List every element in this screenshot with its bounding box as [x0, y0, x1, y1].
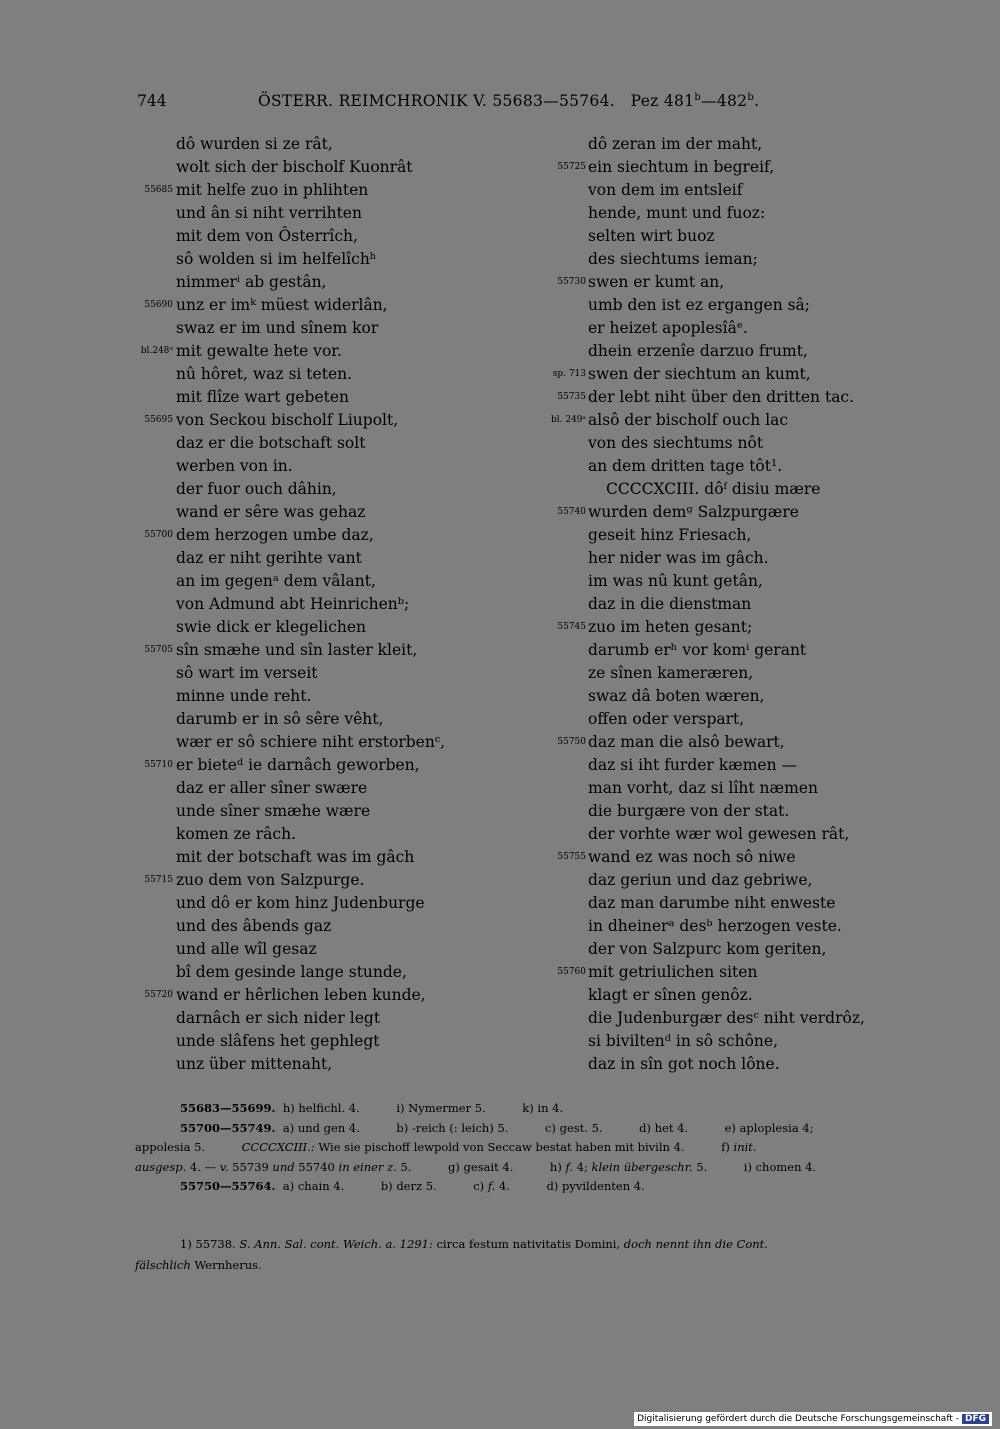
verse-text: umb den ist ez ergangen sâ; — [588, 296, 811, 314]
verse-text: daz geriun und daz gebriwe, — [588, 871, 813, 889]
verse-line — [548, 179, 918, 202]
verse-line — [548, 225, 918, 248]
verse-line — [135, 455, 530, 478]
verse-line — [548, 731, 918, 754]
critical-apparatus — [135, 1099, 935, 1197]
line-marker: 55715 — [144, 875, 173, 885]
verse-text: werben von in. — [176, 457, 293, 475]
verse-line — [135, 639, 530, 662]
verse-text: dô zeran im der maht, — [588, 135, 763, 153]
verse-line — [135, 823, 530, 846]
running-title — [258, 92, 759, 110]
footnote-text: 1) 55738. — [180, 1237, 240, 1251]
verse-line — [135, 386, 530, 409]
apparatus-text: 5. g) gesait 4. h) — [396, 1159, 566, 1174]
verse-line — [548, 455, 918, 478]
verse-line — [135, 570, 530, 593]
verse-text: zuo im heten gesant; — [588, 618, 753, 636]
verse-text: wurden demᵍ Salzpurgære — [588, 503, 799, 521]
line-marker: 55685 — [144, 185, 173, 195]
title-text: ÖSTERR. REIMCHRONIK V. 55683—55764. — [258, 92, 615, 111]
verse-text: swie dick er klegelichen — [176, 618, 367, 636]
verse-line — [548, 616, 918, 639]
verse-line — [135, 432, 530, 455]
verse-text: wolt sich der bischolf Kuonrât — [176, 158, 413, 176]
verse-text: unz über mittenaht, — [176, 1055, 333, 1073]
verse-line — [135, 340, 530, 363]
verse-text: und dô er kom hinz Judenburge — [176, 894, 425, 912]
verse-line — [135, 248, 530, 271]
verse-text: unde slâfens het gephlegt — [176, 1032, 380, 1050]
verse-line — [548, 432, 918, 455]
verse-line — [548, 386, 918, 409]
footnote-italic: doch nennt ihn die Cont. — [623, 1237, 768, 1251]
verse-text: der lebt niht über den dritten tac. — [588, 388, 855, 406]
verse-line — [548, 708, 918, 731]
verse-text: sô wolden si im helfelîchʰ — [176, 250, 377, 268]
line-marker: bl.248ᵈ — [140, 346, 173, 356]
apparatus-text: 5. i) chomen 4. — [692, 1159, 817, 1174]
verse-text: daz in sîn got noch lône. — [588, 1055, 780, 1073]
verse-line — [135, 800, 530, 823]
verse-text: an im gegenᵃ dem vâlant, — [176, 572, 376, 590]
verse-text: swen er kumt an, — [588, 273, 725, 291]
verse-line — [135, 501, 530, 524]
verse-text: daz er die botschaft solt — [176, 434, 366, 452]
line-marker: bl. 249ᵃ — [550, 415, 586, 425]
verse-text: swaz dâ boten wæren, — [588, 687, 765, 705]
verse-text: bî dem gesinde lange stunde, — [176, 963, 407, 981]
verse-line — [135, 915, 530, 938]
verse-line — [135, 662, 530, 685]
verse-line — [548, 570, 918, 593]
verse-line — [548, 1007, 918, 1030]
verse-line — [135, 938, 530, 961]
verse-text: von Seckou bischolf Liupolt, — [176, 411, 399, 429]
verse-text: wand er hêrlichen leben kunde, — [176, 986, 426, 1004]
verse-text: von des siechtums nôt — [588, 434, 764, 452]
verse-line — [548, 984, 918, 1007]
verse-line — [548, 777, 918, 800]
verse-line — [135, 754, 530, 777]
apparatus-italic: ausgesp. — [135, 1159, 187, 1174]
verse-line — [548, 662, 918, 685]
verse-line — [548, 1053, 918, 1076]
verse-text: geseit hinz Friesach, — [588, 526, 752, 544]
apparatus-line — [135, 1158, 935, 1178]
verse-text: alsô der bischolf ouch lac — [588, 411, 789, 429]
verse-line — [548, 409, 918, 432]
verse-line — [548, 547, 918, 570]
verse-line — [135, 409, 530, 432]
verse-text: darumb erʰ vor komⁱ gerant — [588, 641, 807, 659]
line-marker: 55750 — [557, 737, 586, 747]
line-marker: sp. 713 — [552, 369, 586, 379]
verse-line — [135, 225, 530, 248]
verse-text: daz er aller sîner swære — [176, 779, 368, 797]
verse-line — [548, 915, 918, 938]
apparatus-range: 55750—55764. — [180, 1179, 276, 1193]
verse-line — [548, 478, 918, 501]
verse-line — [548, 823, 918, 846]
dfg-logo: DFG — [962, 1414, 989, 1424]
verse-line — [548, 846, 918, 869]
verse-line — [135, 961, 530, 984]
verse-text: wær er sô schiere niht erstorbenᶜ, — [176, 733, 446, 751]
verse-text: komen ze râch. — [176, 825, 297, 843]
apparatus-text: 4. — — [186, 1159, 220, 1174]
line-marker: 55725 — [557, 162, 586, 172]
verse-line — [548, 869, 918, 892]
verse-text: er heizet apoplesîâᵉ. — [588, 319, 748, 337]
verse-line — [548, 156, 918, 179]
apparatus-text: h) helfichl. 4. i) Nymermer 5. k) in 4. — [282, 1101, 564, 1115]
verse-text: des siechtums ieman; — [588, 250, 758, 268]
verse-text: zuo dem von Salzpurge. — [176, 871, 365, 889]
verse-line — [135, 708, 530, 731]
verse-text: mit gewalte hete vor. — [176, 342, 342, 360]
verse-text: selten wirt buoz — [588, 227, 715, 245]
verse-line — [135, 616, 530, 639]
verse-line — [548, 294, 918, 317]
verse-text: er bieteᵈ ie darnâch geworben, — [176, 756, 420, 774]
verse-text: die Judenburgær desᶜ niht verdrôz, — [588, 1009, 865, 1027]
verse-text: ze sînen kameræren, — [588, 664, 754, 682]
line-marker: 55760 — [557, 967, 586, 977]
verse-line — [548, 754, 918, 777]
verse-text: daz si iht furder kæmen — — [588, 756, 797, 774]
verse-text: swaz er im und sînem kor — [176, 319, 379, 337]
verse-text: dô wurden si ze rât, — [176, 135, 333, 153]
pez-end: . — [754, 92, 760, 111]
line-marker: 55745 — [557, 622, 586, 632]
verse-line — [548, 133, 918, 156]
line-marker: 55740 — [557, 507, 586, 517]
verse-line — [548, 524, 918, 547]
verse-text: dhein erzenîe darzuo frumt, — [588, 342, 808, 360]
verse-text: her nider was im gâch. — [588, 549, 769, 567]
verse-line — [135, 892, 530, 915]
verse-text: darumb er in sô sêre vêht, — [176, 710, 384, 728]
verse-line — [135, 294, 530, 317]
apparatus-text: 55739 — [228, 1159, 273, 1174]
line-marker: 55700 — [144, 530, 173, 540]
verse-line — [135, 1007, 530, 1030]
verse-line — [548, 593, 918, 616]
verse-text: an dem dritten tage tôt¹. — [588, 457, 783, 475]
verse-text: unde sîner smæhe wære — [176, 802, 371, 820]
verse-text: klagt er sînen genôz. — [588, 986, 753, 1004]
verse-text: man vorht, daz si lîht næmen — [588, 779, 818, 797]
verse-text: der vorhte wær wol gewesen rât, — [588, 825, 850, 843]
verse-line — [548, 800, 918, 823]
verse-line — [548, 340, 918, 363]
footnote-italic: fälschlich — [135, 1258, 191, 1272]
line-marker: 55730 — [557, 277, 586, 287]
verse-text: nû hôret, waz si teten. — [176, 365, 353, 383]
verse-text: sô wart im verseit — [176, 664, 318, 682]
apparatus-italic: und — [272, 1159, 295, 1174]
verse-text: ein siechtum in begreif, — [588, 158, 775, 176]
apparatus-italic: f. — [565, 1159, 573, 1174]
verse-line — [135, 984, 530, 1007]
credit-text: Digitalisierung gefördert durch die Deutsche Forschungsgemeinschaft - — [637, 1414, 959, 1424]
verse-line — [548, 202, 918, 225]
verse-line — [548, 317, 918, 340]
apparatus-text: 4. d) pyvildenten 4. — [495, 1179, 645, 1193]
verse-text: in dheinerᵃ desᵇ herzogen veste. — [588, 917, 842, 935]
line-marker: 55705 — [144, 645, 173, 655]
verse-text: swen der siechtum an kumt, — [588, 365, 811, 383]
footnote — [135, 1234, 935, 1276]
footnote-line — [135, 1234, 935, 1255]
verse-text: wand ez was noch sô niwe — [588, 848, 796, 866]
apparatus-italic: f. — [487, 1179, 496, 1193]
verse-text: der fuor ouch dâhin, — [176, 480, 337, 498]
verse-text: von Admund abt Heinrichenᵇ; — [176, 595, 410, 613]
pez-ref-b: —482 — [701, 92, 748, 111]
verse-text: der von Salzpurc kom geriten, — [588, 940, 827, 958]
verse-text: CCCCXCIII. dôᶠ disiu mære — [606, 480, 821, 498]
left-verse-column — [135, 133, 530, 1076]
apparatus-italic: in einer z. — [338, 1159, 397, 1174]
verse-text: die burgære von der stat. — [588, 802, 790, 820]
pez-sup-a: b — [694, 92, 702, 103]
line-marker: 55735 — [557, 392, 586, 402]
line-marker: 55695 — [144, 415, 173, 425]
verse-line — [135, 777, 530, 800]
verse-text: wand er sêre was gehaz — [176, 503, 366, 521]
apparatus-line — [135, 1138, 935, 1158]
verse-text: dem herzogen umbe daz, — [176, 526, 374, 544]
apparatus-range: 55700—55749. — [180, 1120, 276, 1135]
line-marker: 55755 — [557, 852, 586, 862]
verse-text: unz er imᵏ müest widerlân, — [176, 296, 388, 314]
verse-line — [548, 639, 918, 662]
verse-line — [548, 1030, 918, 1053]
line-marker: 55690 — [144, 300, 173, 310]
verse-line — [548, 938, 918, 961]
apparatus-line — [135, 1119, 935, 1139]
verse-line — [135, 133, 530, 156]
verse-text: nimmerⁱ ab gestân, — [176, 273, 327, 291]
page-header — [0, 92, 1000, 114]
verse-line — [135, 685, 530, 708]
page-number: 744 — [137, 92, 167, 110]
verse-text: und ân si niht verrihten — [176, 204, 362, 222]
apparatus-line — [135, 1099, 935, 1119]
verse-line — [548, 685, 918, 708]
apparatus-text: Wie sie pischoff lewpold von Seccaw bestat haben mit biviln 4. f) — [314, 1140, 734, 1154]
verse-text: mit helfe zuo in phlihten — [176, 181, 369, 199]
apparatus-text: 4; — [573, 1159, 592, 1174]
apparatus-line — [135, 1177, 935, 1197]
verse-line — [548, 248, 918, 271]
verse-line — [135, 202, 530, 225]
verse-line — [548, 363, 918, 386]
verse-line — [135, 478, 530, 501]
verse-line — [135, 179, 530, 202]
verse-text: mit flîze wart gebeten — [176, 388, 350, 406]
verse-line — [135, 731, 530, 754]
verse-text: daz man darumbe niht enweste — [588, 894, 836, 912]
apparatus-text: a) chain 4. b) derz 5. c) — [282, 1179, 488, 1193]
apparatus-text: 55740 — [294, 1159, 339, 1174]
right-verse-column — [548, 133, 918, 1076]
pez-ref-a: Pez 481 — [630, 92, 695, 111]
verse-line — [548, 961, 918, 984]
line-marker: 55710 — [144, 760, 173, 770]
apparatus-italic: CCCCXCIII.: — [241, 1140, 315, 1154]
verse-text: si biviltenᵈ in sô schône, — [588, 1032, 779, 1050]
verse-line — [135, 271, 530, 294]
verse-line — [548, 501, 918, 524]
verse-line — [135, 547, 530, 570]
verse-line — [135, 846, 530, 869]
verse-text: mit der botschaft was im gâch — [176, 848, 415, 866]
apparatus-range: 55683—55699. — [180, 1101, 276, 1115]
verse-text: daz in die dienstman — [588, 595, 752, 613]
footnote-line — [135, 1255, 935, 1276]
footnote-text: circa festum nativitatis Domini, — [432, 1237, 624, 1251]
verse-line — [135, 1053, 530, 1076]
apparatus-italic: klein übergeschr. — [591, 1159, 693, 1174]
verse-line — [135, 869, 530, 892]
verse-text: von dem im entsleif — [588, 181, 743, 199]
verse-text: hende, munt und fuoz: — [588, 204, 766, 222]
apparatus-text: appolesia 5. — [135, 1140, 242, 1154]
pez-sup-b: b — [747, 92, 755, 103]
verse-text: sîn smæhe und sîn laster kleit, — [176, 641, 418, 659]
apparatus-text: a) und gen 4. b) -reich (: leich) 5. c) gest. 5. d) het 4. e) aploplesia 4; — [282, 1120, 814, 1135]
apparatus-italic: v. — [219, 1159, 229, 1174]
verse-text: minne unde reht. — [176, 687, 312, 705]
apparatus-italic: init. — [733, 1140, 757, 1154]
verse-text: darnâch er sich nider legt — [176, 1009, 381, 1027]
verse-line — [135, 524, 530, 547]
verse-text: daz er niht gerihte vant — [176, 549, 362, 567]
verse-text: daz man die alsô bewart, — [588, 733, 785, 751]
verse-line — [548, 271, 918, 294]
verse-text: mit dem von Ôsterrîch, — [176, 227, 358, 245]
verse-line — [548, 892, 918, 915]
verse-text: offen oder verspart, — [588, 710, 745, 728]
verse-line — [135, 363, 530, 386]
funding-credit — [634, 1412, 992, 1426]
footnote-italic: S. Ann. Sal. cont. Weich. a. 1291: — [239, 1237, 433, 1251]
verse-line — [135, 156, 530, 179]
verse-line — [135, 1030, 530, 1053]
verse-text: mit getriulichen siten — [588, 963, 758, 981]
verse-text: im was nû kunt getân, — [588, 572, 763, 590]
verse-text: und alle wîl gesaz — [176, 940, 317, 958]
verse-line — [135, 593, 530, 616]
verse-line — [135, 317, 530, 340]
footnote-text: Wernherus. — [190, 1258, 262, 1272]
line-marker: 55720 — [144, 990, 173, 1000]
verse-text: und des âbends gaz — [176, 917, 332, 935]
